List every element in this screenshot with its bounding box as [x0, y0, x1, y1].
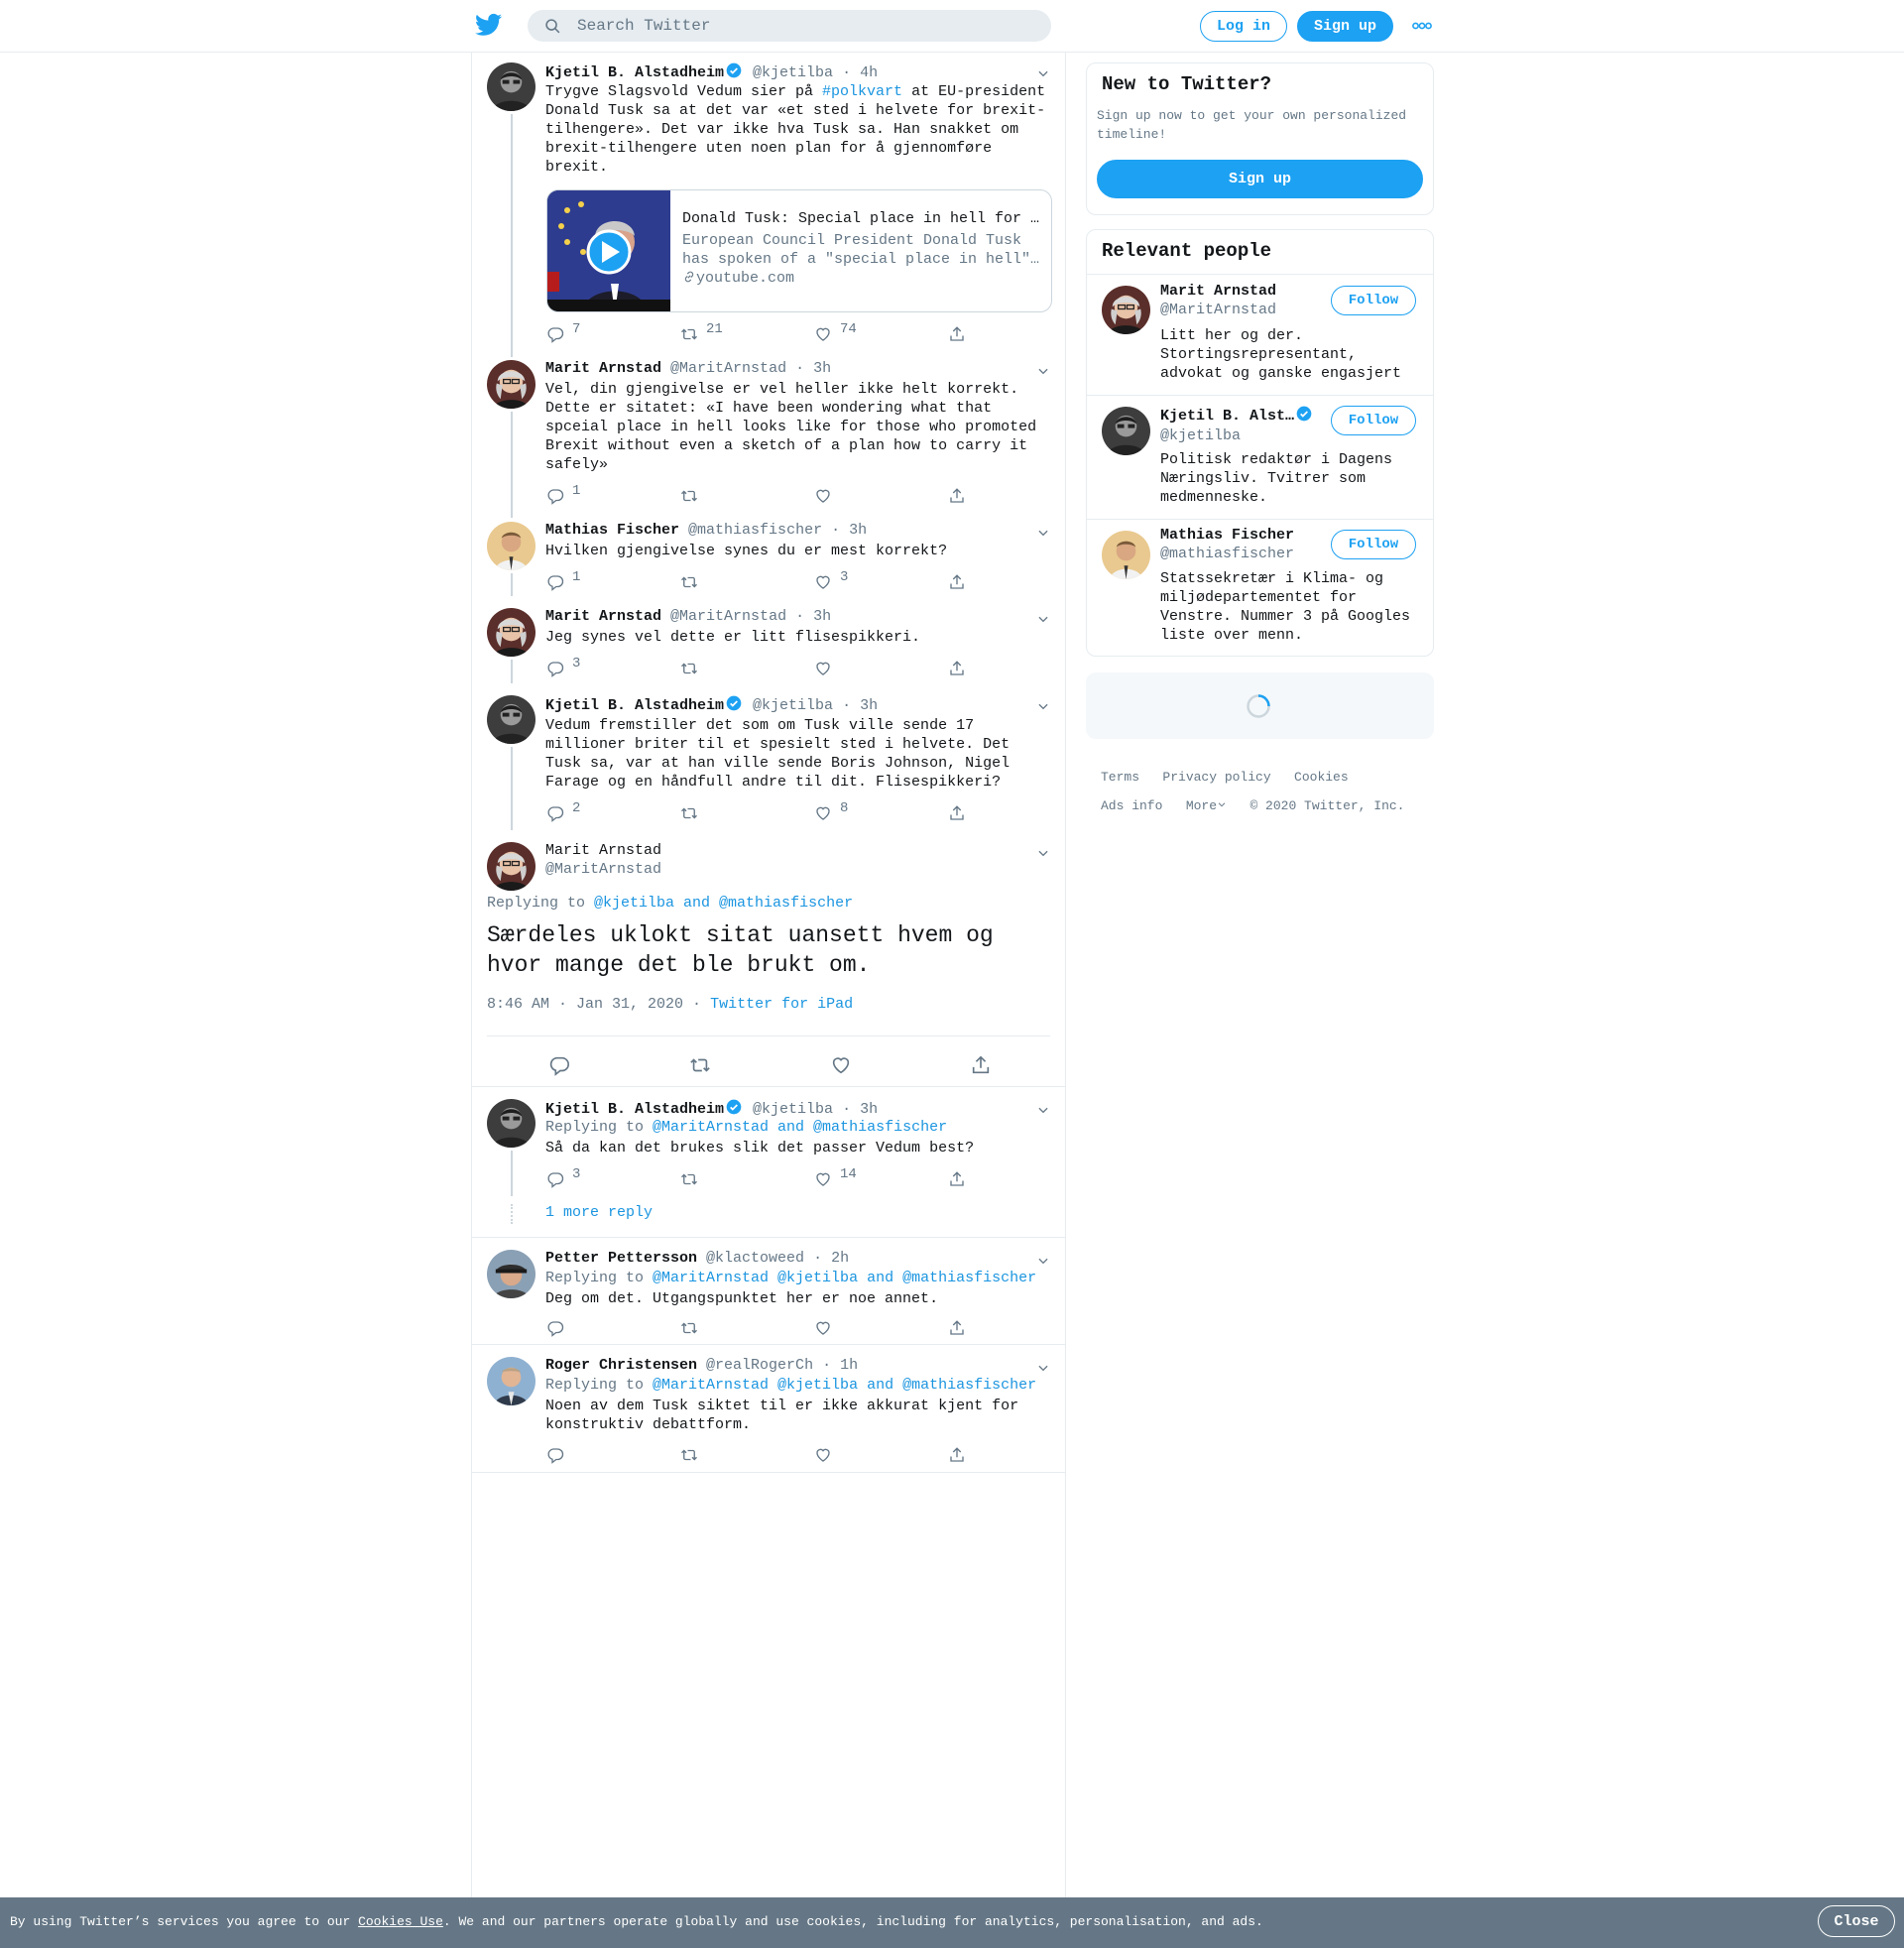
- tweet-timestamp: [487, 996, 853, 1013]
- reply-tweet[interactable]: [472, 1238, 1065, 1344]
- tweet-actions: [546, 1166, 963, 1190]
- avatar[interactable]: [1102, 407, 1150, 455]
- tweet-source-link[interactable]: Twitter for iPad: [710, 996, 854, 1013]
- top-bar: [0, 0, 1904, 53]
- search-input[interactable]: [577, 10, 1033, 42]
- reply-icon: [546, 660, 564, 677]
- replying-prefix: Replying to: [545, 1119, 654, 1136]
- tweet-text-part: Trygve Slagsvold Vedum sier på: [545, 83, 823, 100]
- tweet-time[interactable]: · 3h: [795, 608, 832, 625]
- more-link-text: More: [1185, 798, 1218, 813]
- thread-line: [511, 747, 513, 830]
- like-button[interactable]: [814, 321, 857, 345]
- tweet-actions: [546, 1446, 963, 1466]
- tweet-time[interactable]: · 2h: [813, 1250, 850, 1267]
- sidebar-footer-row-2: [1101, 798, 1404, 813]
- relevant-people-box: [1086, 229, 1434, 657]
- like-button[interactable]: [814, 487, 840, 507]
- tweet-actions: [546, 321, 963, 345]
- author-name[interactable]: Roger Christensen: [545, 1357, 698, 1374]
- copyright-text: © 2020 Twitter, Inc.: [1250, 798, 1405, 813]
- like-button[interactable]: [814, 1446, 840, 1466]
- like-button[interactable]: [814, 1319, 840, 1339]
- retweet-icon: [680, 1446, 698, 1464]
- author-name[interactable]: Petter Pettersson: [545, 1250, 698, 1267]
- author-name[interactable]: Mathias Fischer: [545, 522, 680, 539]
- person-name[interactable]: Kjetil B. Alst…: [1160, 408, 1295, 425]
- cookies-link[interactable]: Cookies: [1294, 770, 1349, 785]
- reply-button[interactable]: [546, 1319, 572, 1339]
- like-button[interactable]: [814, 569, 849, 593]
- relevant-people-title: Relevant people: [1102, 240, 1272, 262]
- heart-icon: [814, 1319, 832, 1337]
- heart-icon: [814, 804, 832, 822]
- author-name[interactable]: Kjetil B. Alstadheim: [545, 64, 725, 81]
- tweet-header: [545, 1099, 878, 1118]
- cookie-text: [10, 1914, 1263, 1929]
- tweet-header: [545, 608, 831, 625]
- chevron-down-icon[interactable]: [1036, 846, 1050, 860]
- divider: [487, 1035, 1050, 1036]
- share-icon: [948, 573, 966, 591]
- search-box[interactable]: [528, 10, 1051, 42]
- reply-button[interactable]: [546, 569, 581, 593]
- avatar[interactable]: [487, 360, 536, 409]
- like-button[interactable]: [814, 660, 840, 679]
- thread-dots: [511, 1204, 513, 1224]
- chevron-down-icon[interactable]: [1036, 1254, 1050, 1268]
- reply-button[interactable]: [548, 1054, 570, 1074]
- link-card[interactable]: [546, 189, 1052, 312]
- terms-link[interactable]: Terms: [1101, 770, 1140, 785]
- author-handle[interactable]: @MaritArnstad: [545, 861, 662, 878]
- like-button[interactable]: [814, 1166, 857, 1190]
- retweet-button[interactable]: [680, 804, 706, 824]
- avatar[interactable]: [1102, 286, 1150, 334]
- share-icon: [948, 487, 966, 505]
- reply-button[interactable]: [546, 1166, 581, 1190]
- replying-prefix: Replying to: [487, 895, 595, 912]
- retweet-button[interactable]: [680, 487, 706, 507]
- heart-icon: [830, 1054, 852, 1076]
- main-column: [471, 53, 1066, 1897]
- share-button[interactable]: [948, 1170, 966, 1190]
- replying-prefix: Replying to: [545, 1270, 654, 1286]
- chevron-down-icon: [1217, 799, 1227, 809]
- share-button[interactable]: [948, 1446, 966, 1466]
- signup-button[interactable]: Sign up: [1297, 11, 1393, 42]
- replying-to-link[interactable]: @kjetilba and @mathiasfischer: [594, 895, 854, 912]
- tweet-header: [545, 522, 867, 539]
- heart-icon: [814, 487, 832, 505]
- search-icon: [544, 18, 561, 35]
- person-bio: Litt her og der. Stortingsrepresentant, advokat og ganske engasjert: [1160, 327, 1402, 382]
- retweet-icon: [680, 1170, 698, 1188]
- share-button[interactable]: [948, 1319, 966, 1339]
- chevron-down-icon[interactable]: [1036, 699, 1050, 713]
- verified-badge-icon: [726, 62, 742, 78]
- tweet-time[interactable]: · 3h: [795, 360, 832, 377]
- retweet-count: 21: [706, 321, 723, 337]
- follow-button[interactable]: Follow: [1331, 286, 1416, 315]
- reply-count: 1: [572, 483, 581, 499]
- retweet-button[interactable]: [680, 1446, 706, 1466]
- share-icon: [948, 804, 966, 822]
- share-button[interactable]: [948, 325, 966, 345]
- author-handle[interactable]: @kjetilba: [753, 1101, 834, 1118]
- retweet-button[interactable]: [680, 1170, 706, 1190]
- heart-icon: [814, 325, 832, 343]
- avatar[interactable]: [487, 608, 536, 657]
- reply-icon: [548, 1054, 570, 1076]
- follow-button[interactable]: Follow: [1331, 406, 1416, 435]
- replying-prefix: Replying to: [545, 1377, 654, 1394]
- tweet-header: [545, 1250, 849, 1267]
- chevron-down-icon[interactable]: [1036, 66, 1050, 80]
- replying-to: [487, 895, 853, 912]
- heart-icon: [814, 1446, 832, 1464]
- new-to-twitter-text: Sign up now to get your own personalized timeline!: [1097, 108, 1407, 142]
- reply-icon: [546, 1170, 564, 1188]
- retweet-button[interactable]: [680, 1319, 706, 1339]
- person-handle[interactable]: @mathiasfischer: [1160, 546, 1295, 562]
- tweet-time[interactable]: · 3h: [831, 522, 868, 539]
- like-count: 14: [840, 1166, 857, 1182]
- tweet-text: [545, 82, 1051, 177]
- thread-line: [511, 114, 513, 357]
- retweet-icon: [680, 573, 698, 591]
- like-count: 3: [840, 569, 849, 585]
- tweet-time[interactable]: · 1h: [822, 1357, 859, 1374]
- share-icon: [948, 1170, 966, 1188]
- tweet-text: Vel, din gjengivelse er vel heller ikke helt korrekt. Dette er sitatet: «I have been wondering what that spceial place in hell looks like for those who promoted Brexit without even a sketch of a plan how to carry it safely»: [545, 381, 1037, 473]
- more-replies-link[interactable]: 1 more reply: [545, 1204, 654, 1221]
- reply-icon: [546, 325, 564, 343]
- person-item[interactable]: [1087, 520, 1433, 656]
- author-handle[interactable]: @MaritArnstad: [670, 608, 787, 625]
- replying-to: [545, 1270, 1036, 1286]
- like-count: 74: [840, 321, 857, 337]
- twitter-logo-icon[interactable]: [475, 13, 502, 37]
- reply-count: 1: [572, 569, 581, 585]
- sidebar-signup-button[interactable]: Sign up: [1097, 160, 1423, 198]
- reply-count: 2: [572, 800, 581, 816]
- tweet-header: [545, 695, 878, 714]
- tweet-text: Vedum fremstiller det som om Tusk ville sende 17 millioner briter til et spesielt sted i helvete. Det Tusk sa, var at han ville sende Boris Johnson, Nigel Farage og en håndfull andre til dit. Flisespikkeri?: [545, 717, 1011, 791]
- person-bio: Politisk redaktør i Dagens Næringsliv. Tvitrer som medmenneske.: [1160, 451, 1393, 506]
- share-button[interactable]: [948, 573, 966, 593]
- reply-count: 3: [572, 1166, 581, 1182]
- thread-line: [511, 573, 513, 596]
- thread-tweet[interactable]: [472, 596, 1065, 683]
- tweet-text: Så da kan det brukes slik det passer Vedum best?: [545, 1140, 975, 1157]
- timestamp-text[interactable]: 8:46 AM · Jan 31, 2020 ·: [487, 996, 702, 1013]
- chevron-down-icon[interactable]: [1036, 526, 1050, 540]
- reply-button[interactable]: [546, 656, 581, 679]
- reply-button[interactable]: [546, 321, 581, 345]
- tweet-actions: [546, 656, 963, 679]
- replying-to: [545, 1119, 947, 1136]
- reply-icon: [546, 573, 564, 591]
- close-cookie-button[interactable]: Close: [1818, 1905, 1895, 1937]
- reply-button[interactable]: [546, 800, 581, 824]
- tweet-actions: [546, 800, 963, 824]
- share-button[interactable]: [948, 660, 966, 679]
- person-name[interactable]: Marit Arnstad: [1160, 283, 1277, 300]
- chevron-down-icon[interactable]: [1036, 364, 1050, 378]
- chevron-down-icon[interactable]: [1036, 1361, 1050, 1375]
- author-handle[interactable]: @klactoweed: [706, 1250, 805, 1267]
- avatar[interactable]: [487, 62, 536, 111]
- chevron-down-icon[interactable]: [1036, 612, 1050, 626]
- author-name[interactable]: Marit Arnstad: [545, 608, 662, 625]
- avatar[interactable]: [487, 1099, 536, 1148]
- cookie-text-part: . We and our partners operate globally and use cookies, including for analytics, personalisation, and ads.: [442, 1914, 1263, 1929]
- retweet-icon: [680, 660, 698, 677]
- ads-info-link[interactable]: Ads info: [1101, 798, 1163, 813]
- share-icon: [948, 325, 966, 343]
- person-name-row: [1160, 406, 1314, 425]
- card-domain-text: youtube.com: [696, 270, 795, 287]
- more-options-icon[interactable]: [1412, 18, 1432, 34]
- heart-icon: [814, 573, 832, 591]
- tweet-time[interactable]: · 3h: [842, 1101, 879, 1118]
- chevron-down-icon[interactable]: [1036, 1103, 1050, 1117]
- thread-tweet[interactable]: [472, 510, 1065, 596]
- tweet-actions: [546, 1319, 963, 1339]
- author-handle[interactable]: @mathiasfischer: [688, 522, 823, 539]
- reply-tweet[interactable]: [472, 1345, 1065, 1472]
- avatar[interactable]: [487, 695, 536, 744]
- tweet-header: [545, 1357, 858, 1374]
- login-button[interactable]: Log in: [1200, 11, 1287, 42]
- avatar[interactable]: [487, 1250, 536, 1298]
- tweet-actions: [546, 569, 963, 593]
- retweet-button[interactable]: [680, 573, 706, 593]
- cookies-use-link[interactable]: Cookies Use: [358, 1914, 443, 1929]
- author-handle[interactable]: @kjetilba: [753, 64, 834, 81]
- retweet-icon: [680, 804, 698, 822]
- thread-line: [511, 412, 513, 518]
- tweet-time[interactable]: · 4h: [842, 64, 879, 81]
- replying-to-link[interactable]: @MaritArnstad @kjetilba and @mathiasfischer: [653, 1377, 1037, 1394]
- avatar[interactable]: [1102, 531, 1150, 579]
- reply-button[interactable]: [546, 483, 581, 507]
- share-icon: [948, 660, 966, 677]
- thread-line: [511, 660, 513, 683]
- reply-icon: [546, 804, 564, 822]
- thread-tweet[interactable]: [472, 683, 1065, 830]
- avatar[interactable]: [487, 1357, 536, 1405]
- thread-line: [511, 1151, 513, 1196]
- verified-badge-icon: [726, 695, 742, 711]
- author-name[interactable]: Marit Arnstad: [545, 842, 662, 859]
- like-count: 8: [840, 800, 849, 816]
- link-icon: [682, 270, 696, 284]
- card-title: Donald Tusk: Special place in hell for …: [682, 210, 1040, 227]
- heart-icon: [814, 660, 832, 677]
- author-handle[interactable]: @kjetilba: [753, 697, 834, 714]
- reply-icon: [546, 1446, 564, 1464]
- retweet-icon: [680, 1319, 698, 1337]
- reply-button[interactable]: [546, 1446, 572, 1466]
- replying-to-link[interactable]: @MaritArnstad @kjetilba and @mathiasfischer: [653, 1270, 1037, 1286]
- tweet-text: Noen av dem Tusk siktet til er ikke akkurat kjent for konstruktiv debattform.: [545, 1398, 1019, 1433]
- share-button[interactable]: [948, 804, 966, 824]
- reply-tweet[interactable]: [472, 1087, 1065, 1231]
- author-name[interactable]: Kjetil B. Alstadheim: [545, 1101, 725, 1118]
- heart-icon: [814, 1170, 832, 1188]
- retweet-button[interactable]: [680, 660, 706, 679]
- replying-to: [545, 1377, 1036, 1394]
- focused-tweet-actions: [548, 1054, 995, 1074]
- person-item[interactable]: [1087, 396, 1433, 519]
- hashtag-link[interactable]: #polkvart: [822, 83, 903, 100]
- tweet-time[interactable]: · 3h: [842, 697, 879, 714]
- divider: [472, 1472, 1065, 1473]
- sidebar-footer-row-1: [1101, 770, 1349, 785]
- verified-badge-icon: [726, 1099, 742, 1115]
- replying-to-link[interactable]: @MaritArnstad and @mathiasfischer: [653, 1119, 948, 1136]
- author-handle[interactable]: @realRogerCh: [706, 1357, 814, 1374]
- reply-icon: [546, 487, 564, 505]
- author-name[interactable]: Kjetil B. Alstadheim: [545, 697, 725, 714]
- author-handle[interactable]: @MaritArnstad: [670, 360, 787, 377]
- tweet-actions: [546, 483, 963, 507]
- thread-tweet[interactable]: [472, 348, 1065, 518]
- tweet-header: [545, 62, 878, 81]
- card-description: European Council President Donald Tusk has spoken of a "special place in hell"…: [682, 232, 1040, 268]
- privacy-link[interactable]: Privacy policy: [1162, 770, 1271, 785]
- reply-count: 3: [572, 656, 581, 671]
- focused-tweet: [472, 830, 1065, 1089]
- verified-badge-icon: [1296, 406, 1312, 422]
- retweet-button[interactable]: [680, 321, 723, 345]
- tweet-text-part: at EU-president Donald Tusk sa at det var «et sted i helvete for brexit-tilhengere». Det var ikke hva Tusk sa. Han snakket om brexit-tilhengere uten noen plan for å gjennomføre brexit.: [545, 83, 1046, 176]
- avatar[interactable]: [487, 842, 536, 891]
- new-to-twitter-title: New to Twitter?: [1102, 73, 1272, 95]
- like-button[interactable]: [814, 800, 849, 824]
- person-item[interactable]: [1087, 275, 1433, 395]
- tweet-header: [545, 360, 831, 377]
- retweet-icon: [689, 1054, 711, 1076]
- share-button[interactable]: [970, 1054, 992, 1074]
- retweet-icon: [680, 487, 698, 505]
- reply-icon: [546, 1319, 564, 1337]
- like-button[interactable]: [830, 1054, 852, 1074]
- loading-spinner-icon: [1246, 693, 1271, 719]
- video-thumbnail[interactable]: [547, 190, 670, 312]
- cookie-text-part: By using Twitter’s services you agree to our: [10, 1914, 359, 1929]
- cookie-banner: [0, 1897, 1904, 1948]
- author-name[interactable]: Marit Arnstad: [545, 360, 662, 377]
- avatar[interactable]: [487, 522, 536, 570]
- person-name[interactable]: Mathias Fischer: [1160, 527, 1295, 544]
- person-bio: Statssekretær i Klima- og miljødepartementet for Venstre. Nummer 3 på Googles liste over menn.: [1160, 570, 1411, 644]
- person-handle[interactable]: @MaritArnstad: [1160, 302, 1277, 318]
- loading-box: [1086, 672, 1434, 739]
- reply-count: 7: [572, 321, 581, 337]
- share-icon: [970, 1054, 992, 1076]
- retweet-icon: [680, 325, 698, 343]
- focused-tweet-text: Særdeles uklokt sitat uansett hvem og hvor mange det ble brukt om.: [487, 922, 994, 978]
- more-link[interactable]: [1186, 798, 1227, 813]
- follow-button[interactable]: Follow: [1331, 530, 1416, 559]
- tweet-text: Jeg synes vel dette er litt flisespikkeri.: [545, 629, 921, 646]
- tweet-text: Deg om det. Utgangspunktet her er noe annet.: [545, 1290, 939, 1307]
- thread-tweet[interactable]: [472, 53, 1065, 357]
- share-icon: [948, 1446, 966, 1464]
- share-button[interactable]: [948, 487, 966, 507]
- card-domain: [682, 270, 794, 287]
- new-to-twitter-box: [1086, 62, 1434, 215]
- share-icon: [948, 1319, 966, 1337]
- retweet-button[interactable]: [689, 1054, 711, 1074]
- person-handle[interactable]: @kjetilba: [1160, 427, 1242, 444]
- tweet-text: Hvilken gjengivelse synes du er mest korrekt?: [545, 543, 948, 559]
